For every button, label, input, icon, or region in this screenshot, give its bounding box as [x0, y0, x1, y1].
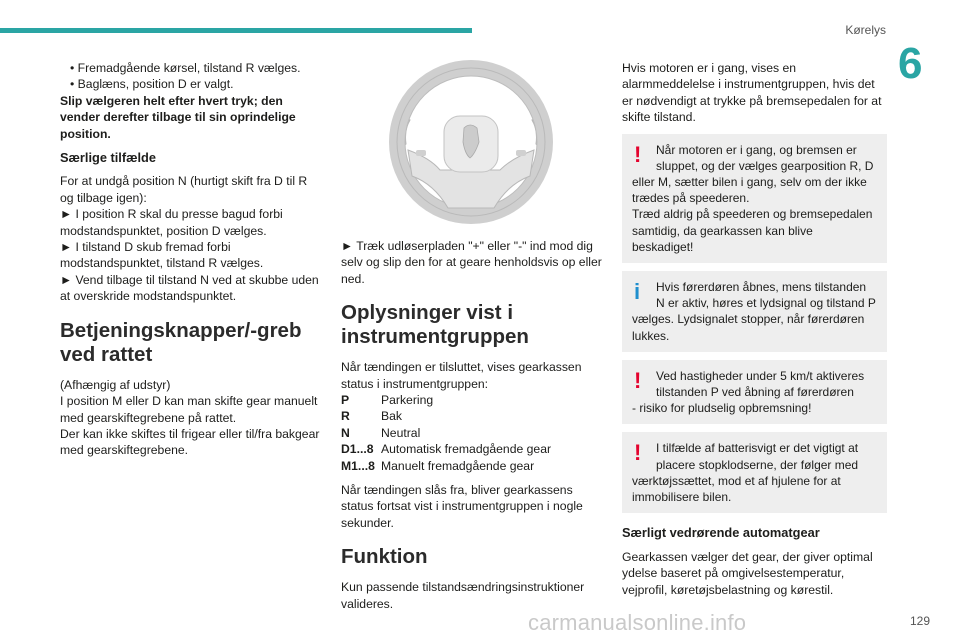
warning-text: Træd aldrig på speederen og bremsepedalen samtidig, da gearkassen kan blive beskadiget!: [632, 207, 873, 254]
gear-key: P: [341, 393, 350, 408]
function-heading: Funktion: [341, 545, 428, 569]
steering-wheel-illustration: [380, 58, 562, 234]
exclamation-icon: !: [634, 367, 642, 393]
bullet-forward: • Fremadgående kørsel, tilstand R vælges.: [70, 61, 301, 75]
special-item: ► Vend tilbage til tilstand N ved at skubbe uden at overskride modstandspunktet.: [60, 272, 319, 304]
chapter-number: 6: [898, 39, 923, 88]
warning-box-brake: [622, 134, 887, 263]
exclamation-icon: !: [634, 440, 642, 466]
ignition-off-text: Når tændingen slås fra, bliver gearkassens status fortsat vist i instrumentgruppen i nogle sekunder.: [341, 483, 583, 530]
gear-value: Neutral: [381, 425, 421, 440]
column-left: [60, 60, 322, 459]
function-text: Kun passende tilstandsændringsinstruktioner valideres.: [341, 580, 585, 611]
info-icon: i: [634, 279, 641, 305]
special-intro: For at undgå position N (hurtigt skift fra D til R og tilbage igen):: [60, 174, 308, 205]
special-heading: Særlige tilfælde: [60, 150, 156, 166]
gear-key: M1...8: [341, 458, 375, 473]
header-accent-bar: [0, 28, 472, 33]
gear-key: R: [341, 409, 350, 424]
column-right: [622, 60, 887, 598]
controls-text-1: I position M eller D kan man skifte gear manuelt med gearskiftegrebene på rattet.: [60, 394, 318, 425]
gear-key: N: [341, 425, 350, 440]
engine-running-text: Hvis motoren er i gang, vises en alarmmeddelelse i instrumentgruppen, hvis det er nødvendigt at trykke på bremsepedalen for at skifte tilstand.: [622, 61, 882, 125]
gear-value: Bak: [381, 409, 403, 424]
gear-row: [341, 458, 603, 474]
gear-row: [341, 392, 603, 408]
warning-text: - risiko for pludselig opbremsning!: [632, 401, 812, 416]
gear-row: [341, 408, 603, 424]
gear-value: Automatisk fremadgående gear: [381, 442, 552, 457]
bullet-reverse: • Baglæns, position D er valgt.: [70, 77, 234, 92]
warning-box-speed: [622, 360, 887, 425]
special-item: ► I position R skal du presse bagud forbi modstandspunktet, position D vælges.: [60, 207, 283, 238]
gear-key: D1...8: [341, 442, 374, 457]
exclamation-icon: !: [634, 141, 642, 167]
info-intro: Når tændingen er tilsluttet, vises gearkassen status i instrumentgruppen:: [341, 360, 582, 391]
info-box-door: [622, 271, 887, 352]
auto-heading: Særligt vedrørende automatgear: [622, 525, 820, 541]
info-text: vælges. Lydsignalet stopper, når førerdøren lukkes.: [632, 312, 865, 343]
auto-text: Gearkassen vælger det gear, der giver optimal ydelse baseret på omgivelsestemperatur, vejprofil, køretøjsbelastning og kørestil.: [622, 549, 873, 597]
warning-text: værktøjssættet, mod et af hjulene for at immobilisere bilen.: [632, 473, 841, 505]
warning-text: eller M, sætter bilen i gang, selv om der ikke trædes på speederen.: [632, 175, 867, 206]
paddle-instruction: ► Træk udløserpladen "+" eller "-" ind mod dig selv og slip den for at geare henholdsvis op eller ned.: [341, 239, 602, 286]
controls-text-2: Der kan ikke skiftes til frigear eller til/fra bakgear med gearskiftegrebene.: [60, 426, 320, 458]
gear-table: [341, 392, 603, 474]
page-number: 129: [909, 614, 930, 628]
controls-optional: (Afhængig af udstyr): [60, 377, 171, 392]
gear-value: Manuelt fremadgående gear: [381, 458, 535, 473]
bullet-reverse-text: Baglæns, position D er valgt.: [77, 77, 234, 92]
info-text: Hvis førerdøren åbnes, mens tilstanden N er aktiv, høres et lydsignal og tilstand P: [656, 280, 876, 311]
gear-row: [341, 425, 603, 441]
gear-row: [341, 441, 603, 457]
warning-text: Når motoren er i gang, og bremsen er sluppet, og der vælges gearposition R, D: [656, 142, 874, 173]
section-title: Kørelys: [845, 23, 886, 37]
controls-heading: Betjeningsknapper/-greb ved rattet: [60, 318, 302, 366]
warning-text: I tilfælde af batterisvigt er det vigtigt at placere stopklodserne, der følger med: [656, 441, 859, 472]
warning-box-battery: [622, 432, 887, 513]
info-heading: Oplysninger vist i instrumentgruppen: [341, 301, 529, 349]
special-item: ► I tilstand D skub fremad forbi modstandspunktet, tilstand R vælges.: [60, 240, 264, 271]
release-note: Slip vælgeren helt efter hvert tryk; den vender derefter tilbage til sin oprindelige position.: [60, 93, 296, 141]
bullet-forward-text: Fremadgående kørsel, tilstand R vælges.: [77, 61, 301, 75]
gear-value: Parkering: [381, 393, 434, 408]
warning-text: Ved hastigheder under 5 km/t aktiveres tilstanden P ved åbning af førerdøren: [656, 368, 865, 400]
column-middle: [341, 238, 603, 612]
watermark: carmanualsonline.info: [528, 610, 747, 635]
